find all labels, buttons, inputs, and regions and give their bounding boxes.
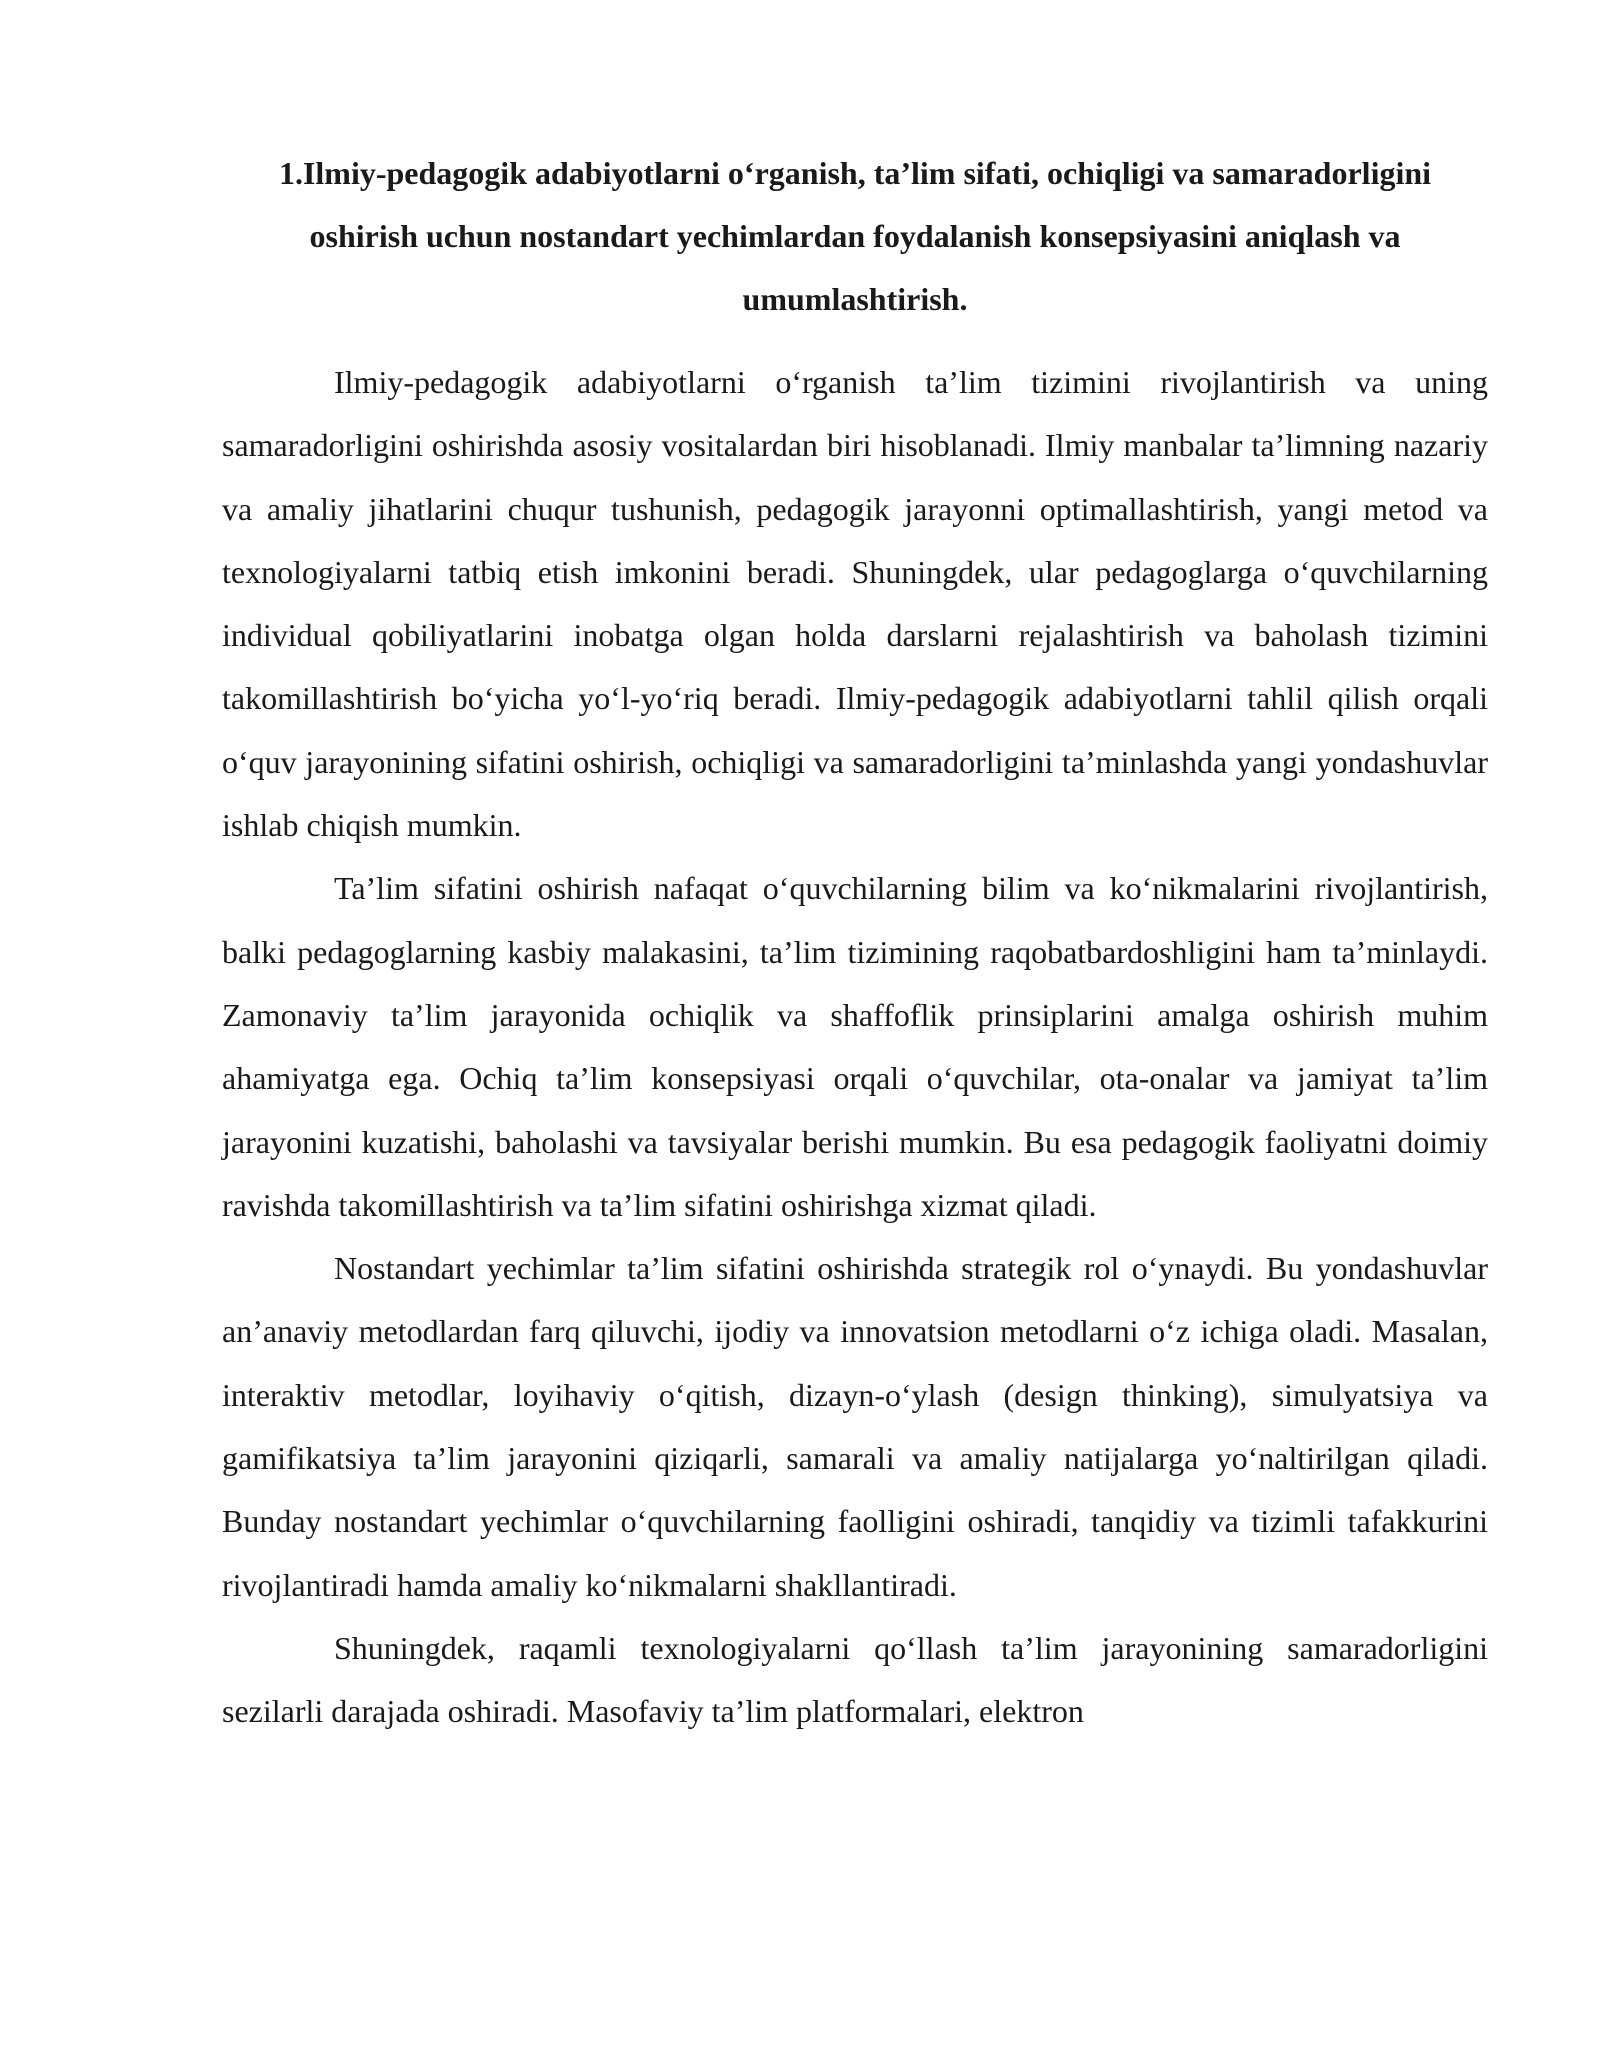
paragraph-2: Ta’lim sifatini oshirish nafaqat o‘quvchilarning bilim va ko‘nikmalarini rivojlantirish, balki pedagoglarning kasbiy malakasini, ta’lim tizimining raqobatbardoshligini ham ta’minlaydi. Zamonaviy ta’lim jarayonida ochiqlik va shaffoflik prinsiplarini amalga oshirish muhim ahamiyatga ega. Ochiq ta’lim konsepsiyasi orqali o‘quvchilar, ota-onalar va jamiyat ta’lim jarayonini kuzatishi, baholashi va tavsiyalar berishi mumkin. Bu esa pedagogik faoliyatni doimiy ravishda takomillashtirish va ta’lim sifatini oshirishga xizmat qiladi. (222, 870, 1488, 1223)
document-body (222, 142, 1488, 1744)
paragraph-3: Nostandart yechimlar ta’lim sifatini oshirishda strategik rol o‘ynaydi. Bu yondashuvlar an’anaviy metodlardan farq qiluvchi, ijodiy va innovatsion metodlarni o‘z ichiga oladi. Masalan, interaktiv metodlar, loyihaviy o‘qitish, dizayn-o‘ylash (design thinking), simulyatsiya va gamifikatsiya ta’lim jarayonini qiziqarli, samarali va amaliy natijalarga yo‘naltirilgan qiladi. Bunday nostandart yechimlar o‘quvchilarning faolligini oshiradi, tanqidiy va tizimli tafakkurini rivojlantiradi hamda amaliy ko‘nikmalarni shakllantiradi. (222, 1250, 1488, 1603)
paragraph-4: Shuningdek, raqamli texnologiyalarni qo‘llash ta’lim jarayonining samaradorligini sezilarli darajada oshiradi. Masofaviy ta’lim platformalari, elektron (222, 1629, 1488, 1730)
paragraph-1: Ilmiy-pedagogik adabiyotlarni o‘rganish ta’lim tizimini rivojlantirish va uning samaradorligini oshirishda asosiy vositalardan biri hisoblanadi. Ilmiy manbalar ta’limning nazariy va amaliy jihatlarini chuqur tushunish, pedagogik jarayonni optimallashtirish, yangi metod va texnologiyalarni tatbiq etish imkonini beradi. Shuningdek, ular pedagoglarga o‘quvchilarning individual qobiliyatlarini inobatga olgan holda darslarni rejalashtirish va baholash tizimini takomillashtirish bo‘yicha yo‘l-yo‘riq beradi. Ilmiy-pedagogik adabiyotlarni tahlil qilish orqali o‘quv jarayonining sifatini oshirish, ochiqligi va samaradorligini ta’minlashda yangi yondashuvlar ishlab chiqish mumkin. (222, 364, 1488, 844)
section-heading: 1.Ilmiy-pedagogik adabiyotlarni o‘rganish, ta’lim sifati, ochiqligi va samaradorligini oshirish uchun nostandart yechimlardan foydalanish konsepsiyasini aniqlash va umumlashtirish. (278, 155, 1432, 317)
